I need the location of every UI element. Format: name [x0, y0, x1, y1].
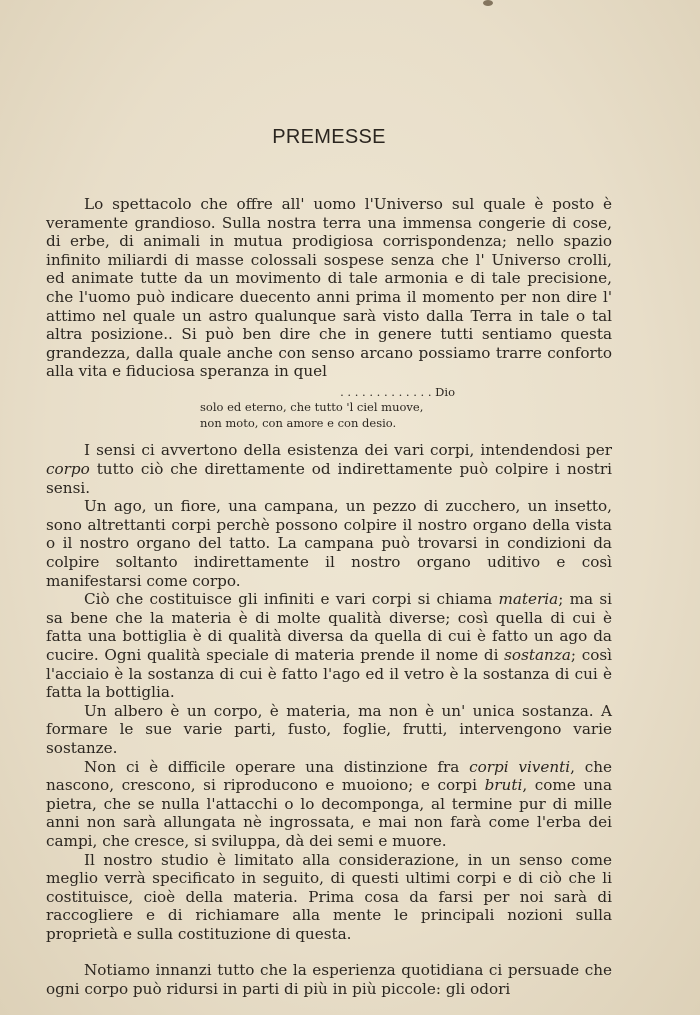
quotation	[200, 385, 612, 432]
paragraph-3: Un ago, un fiore, una campana, un pezzo di zucchero, un insetto, sono altrettanti corpi perchè possono colpire il nostro organo della vista o il nostro organo del tatto. La campana può trovarsi in condizioni da colpire soltanto indirettamente il nostro organo uditivo e così manifestarsi come corpo.	[46, 497, 612, 590]
chapter-title: PREMESSE	[272, 126, 386, 149]
paragraph-8: Notiamo innanzi tutto che la esperienza quotidiana ci persuade che ogni corpo può ridursi in parti di più in più piccole: gli odori	[46, 961, 612, 999]
p6-emphasis-2: bruti	[484, 776, 523, 795]
paragraph-6	[46, 758, 612, 851]
paragraph-spacer	[46, 943, 612, 961]
p4-emphasis-1: materia	[498, 590, 559, 609]
p2-text-a: I sensi ci avvertono della esistenza dei vari corpi, intendendosi per	[84, 441, 612, 460]
p6-text-c: , come una pietra, che se nulla l'attacchi o lo decomponga, al termine pur di mille anni non sarà allungata nè ingrossata, e mai non farà come l'erba dei campi, che cresce, si sviluppa, dà dei semi e muore.	[46, 776, 612, 850]
p2-emphasis: corpo	[46, 460, 90, 479]
p6-text-a: Non ci è difficile operare una distinzione fra	[84, 757, 470, 776]
p4-text-a: Ciò che costituisce gli infiniti e vari corpi si chiama	[84, 590, 499, 609]
paragraph-5: Un albero è un corpo, è materia, ma non è un' unica sostanza. A formare le sue varie parti, fusto, foglie, frutti, intervengono varie sostanze.	[46, 701, 612, 757]
p6-emphasis-1: corpi viventi	[469, 757, 571, 776]
paragraph-4	[46, 590, 612, 702]
body-text	[46, 195, 612, 999]
ink-smudge	[483, 0, 493, 6]
p2-text-b: tutto ciò che direttamente od indirettamente può colpire i nostri sensi.	[46, 460, 612, 497]
quote-line-2: solo ed eterno, che tutto 'l ciel muove,	[200, 400, 424, 415]
paragraph-2	[46, 441, 612, 497]
p4-emphasis-2: sostanza	[504, 645, 571, 664]
paragraph-1: Lo spettacolo che offre all' uomo l'Universo sul quale è posto è veramente grandioso. Sulla nostra terra una immensa congerie di cose, di erbe, di animali in mutua prodigiosa corrispondenza; nello spazio infinito miliardi di masse colossali sospese senza che l' Universo crolli, ed animate tutte da un movimento di tale armonia e di tale precisione, che l'uomo può indicare duecento anni prima il momento per non dire l' attimo nel quale un astro qualunque sarà visto dalla Terra in tale o tal altra posizione.. Si può ben dire che in genere tutti sentiamo questa grandezza, dalla quale anche con senso arcano possiamo trarre conforto alla vita e fiduciosa speranza in quel	[46, 195, 612, 381]
paragraph-7: Il nostro studio è limitato alla considerazione, in un senso come meglio verrà specificato in seguito, di questi ultimi corpi e di ciò che li costituisce, cioè della materia. Prima cosa da farsi per noi sarà di raccogliere e di richiamare alla mente le principali nozioni sulla proprietà e sulla costituzione di questa.	[46, 850, 612, 943]
p4-text-b: ; ma si sa bene che la materia è di molte qualità diverse; così quella di cui è fatta una bottiglia è di qualità diversa da quella di cui è fatto un ago da cucire. Ogni qualità speciale di materia prende il nome di	[46, 590, 612, 664]
p4-text-c: ; così l'acciaio è la sostanza di cui è fatto l'ago ed il vetro è la sostanza di cui è fatta la bottiglia.	[46, 645, 612, 702]
p6-text-b: , che nascono, crescono, si riproducono e muoiono; e corpi	[46, 757, 612, 795]
quote-line-3: non moto, con amore e con desio.	[200, 415, 397, 430]
quote-line-1: . . . . . . . . . . . . . Dio	[340, 384, 455, 399]
